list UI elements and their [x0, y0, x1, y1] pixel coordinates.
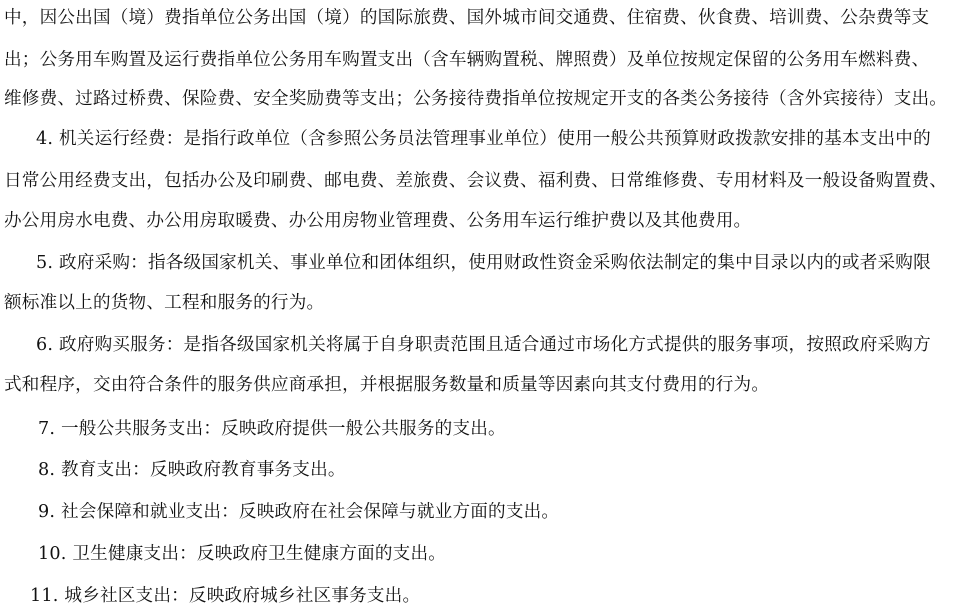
item-9-line: 9. 社会保障和就业支出：反映政府在社会保障与就业方面的支出。 [38, 502, 560, 522]
paragraph-line: 式和程序，交由符合条件的服务供应商承担，并根据服务数量和质量等因素向其支付费用的行为。 [4, 375, 770, 395]
item-10-line: 10. 卫生健康支出：反映政府卫生健康方面的支出。 [38, 544, 447, 564]
item-7-line: 7. 一般公共服务支出：反映政府提供一般公共服务的支出。 [38, 419, 506, 439]
paragraph-line: 日常公用经费支出，包括办公及印刷费、邮电费、差旅费、会议费、福利费、日常维修费、专用材料及一般设备购置费、 [4, 171, 948, 191]
item-5-line: 5. 政府采购：指各级国家机关、事业单位和团体组织，使用财政性资金采购依法制定的集中目录以内的或者采购限 [36, 253, 931, 273]
paragraph-line: 维修费、过路过桥费、保险费、安全奖励费等支出；公务接待费指单位按规定开支的各类公务接待（含外宾接待）支出。 [4, 89, 948, 109]
item-8-line: 8. 教育支出：反映政府教育事务支出。 [38, 460, 346, 480]
paragraph-line: 中，因公出国（境）费指单位公务出国（境）的国际旅费、国外城市间交通费、住宿费、伙食费、培训费、公杂费等支 [4, 8, 930, 28]
item-11-line: 11. 城乡社区支出：反映政府城乡社区事务支出。 [30, 586, 421, 606]
item-6-line: 6. 政府购买服务：是指各级国家机关将属于自身职责范围且适合通过市场化方式提供的服务事项，按照政府采购方 [36, 335, 931, 355]
item-4-line: 4. 机关运行经费：是指行政单位（含参照公务员法管理事业单位）使用一般公共预算财政拨款安排的基本支出中的 [36, 129, 931, 149]
paragraph-line: 出；公务用车购置及运行费指单位公务用车购置支出（含车辆购置税、牌照费）及单位按规定保留的公务用车燃料费、 [4, 50, 930, 70]
paragraph-line: 额标准以上的货物、工程和服务的行为。 [4, 293, 325, 313]
paragraph-line: 办公用房水电费、办公用房取暖费、办公用房物业管理费、公务用车运行维护费以及其他费用。 [4, 211, 752, 231]
